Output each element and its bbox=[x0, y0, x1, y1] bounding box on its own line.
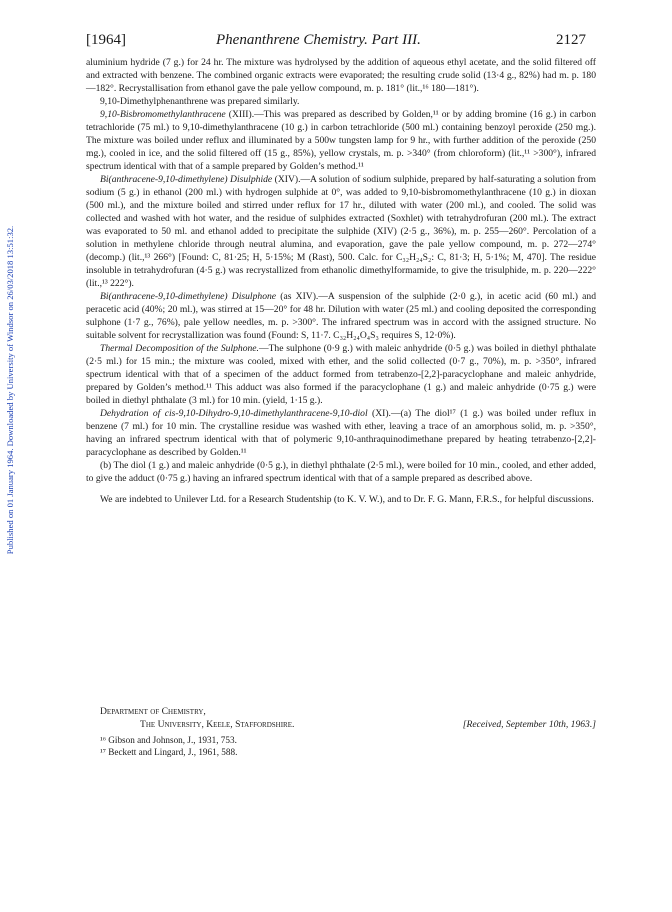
page-number: 2127 bbox=[556, 32, 586, 48]
paragraph: Bi(anthracene-9,10-dimethylene) Disulphide (XIV).—A solution of sodium sulphide, prepared by half-saturating a solution from sodium (5 g.) in ethanol (200 ml.) with hydrogen sulphide at 0°, was added to 9,10-bisbromomethylanthracene (10 g.) in dioxan (500 ml.), and the mixture boiled and stirred under reflux for 17 hr., diluted with water (200 ml.), and cooled. The solid was collected and washed with hot water, and the residue of sulphides extracted (Soxhlet) with tetrahydrofuran (200 ml.). The extract was evaporated to 50 ml. and ethanol added to precipitate the sulphide (XIV) (2·5 g., 36%), m. p. 255—260°. Percolation of a solution in methylene chloride through neutral alumina, and evaporation, gave the pale yellow compound, m. p. 272—274° (decomp.) (lit.,¹³ 266°) [Found: C, 81·25; H, 5·15%; M (Rast), 500. Calc. for C₃₂H₂₄S₂: C, 81·3; H, 5·1%; M, 470]. The residue insoluble in tetrahydrofuran (4·5 g.) was recrystallized from ethanolic dimethylformamide, to give the trisulphide, m. p. 220—222° (lit.,¹³ 222°). bbox=[86, 174, 597, 289]
reference-item: ¹⁶ Gibson and Johnson, J., 1931, 753. bbox=[100, 735, 237, 745]
paragraph: 9,10-Dimethylphenanthrene was prepared similarly. bbox=[100, 96, 300, 107]
paragraph: (b) The diol (1 g.) and maleic anhydride (0·5 g.), in diethyl phthalate (2·5 ml.), were boiled for 10 min., cooled, and ether added, to give the adduct (0·75 g.) having an infrared spectrum identical with that of a sample prepared as described above. bbox=[86, 460, 596, 484]
running-header bbox=[86, 32, 586, 50]
received-date: [Received, September 10th, 1963.] bbox=[462, 719, 596, 730]
section-title: 9,10-Bisbromomethylanthracene bbox=[100, 109, 226, 120]
header-title: Phenanthrene Chemistry. Part III. bbox=[216, 32, 421, 48]
download-sidebar bbox=[2, 150, 18, 630]
paragraph: Bi(anthracene-9,10-dimethylene) Disulphone (as XIV).—A suspension of the sulphide (2·0 g.), in acetic acid (60 ml.) and peracetic acid (40%; 20 ml.), was stirred at 15—20° for 48 hr. Dilution with water (25 ml.) and cooling deposited the corresponding sulphone (1·7 g., 76%), pale yellow needles, m. p. >300°. The infrared spectrum was in accord with the assigned structure. No suitable solvent for recrystallization was found (Found: S, 11·7. C₃₂H₂₄O₄S₃ requires S, 12·0%). bbox=[86, 291, 597, 341]
paragraph: Dehydration of cis-9,10-Dihydro-9,10-dimethylanthracene-9,10-diol (XI).—(a) The diol¹⁷ (1 g.) was boiled under reflux in benzene (7 ml.) for 10 min. The crystalline residue was washed with ether, leaving a trace of an amorphous solid, m. p. >350°, having an infrared spectrum identical with that of polymeric 9,10-anthraquinodimethane prepared by heating tetrabenzo-[2,2]-paracyclophane as described by Golden.¹¹ bbox=[86, 408, 596, 458]
acknowledgement: We are indebted to Unilever Ltd. for a Research Studentship (to K. V. W.), and to Dr. F. G. Mann, F.R.S., for helpful discussions. bbox=[100, 494, 594, 505]
section-title: Thermal Decomposition of the Sulphone. bbox=[100, 343, 259, 354]
paragraph: 9,10-Bisbromomethylanthracene (XIII).—This was prepared as described by Golden,¹¹ or by adding bromine (16 g.) in carbon tetrachloride (75 ml.) to 9,10-dimethylanthracene (10 g.) in carbon tetrachloride (500 ml.) containing benzoyl peroxide (250 mg.). The mixture was boiled under reflux and illuminated by a 500w tungsten lamp for 9 hr., with further addition of the peroxide (250 mg.), cooled in ice, and the solid filtered off (15 g., 85%), yellow crystals, m. p. >340° (from chloroform) (lit.,¹¹ >300°), infrared spectrum identical with that of a sample prepared by Golden’s method.¹¹ bbox=[86, 109, 596, 172]
section-title: Dehydration of cis-9,10-Dihydro-9,10-dimethylanthracene-9,10-diol bbox=[100, 408, 368, 419]
department: Department of Chemistry, bbox=[100, 706, 206, 717]
university: The University, Keele, Staffordshire. bbox=[140, 719, 295, 730]
reference-item: ¹⁷ Beckett and Lingard, J., 1961, 588. bbox=[100, 746, 238, 757]
references bbox=[100, 735, 596, 758]
paragraph: Thermal Decomposition of the Sulphone.—The sulphone (0·9 g.) with maleic anhydride (0·5 g.) was boiled in diethyl phthalate (2·5 ml.) for 15 min.; the mixture was cooled, mixed with ether, and the solid collected (0·7 g., 70%), m. p. >350°, infrared spectrum identical with that of a specimen of the adduct formed from tetrabenzo-[2,2]-paracyclophane and maleic anhydride, prepared by Golden’s method.¹¹ This adduct was also formed if the paracyclophane (1 g.) and maleic anhydride (0·75 g.) were boiled in diethyl phthalate (3 ml.) for 10 min. (yield, 1·15 g.). bbox=[86, 343, 597, 406]
paragraph: aluminium hydride (7 g.) for 24 hr. The mixture was hydrolysed by the addition of aqueous ethyl acetate, and the solid filtered off and extracted with benzene. The combined organic extracts were evaporated; the resulting crude solid (13·4 g., 82%) had m. p. 180—182°. Recrystallisation from ethanol gave the pale yellow compound, m. p. 181° (lit.,¹⁶ 180—181°). bbox=[86, 57, 596, 94]
section-title: Bi(anthracene-9,10-dimethylene) Disulphide bbox=[100, 174, 273, 185]
body-text bbox=[86, 56, 596, 506]
header-year: [1964] bbox=[86, 32, 126, 48]
affiliation bbox=[100, 705, 596, 731]
section-title: Bi(anthracene-9,10-dimethylene) Disulphone bbox=[100, 291, 277, 302]
download-notice[interactable]: Published on 01 January 1964. Downloaded by University of Windsor on 26/03/2018 13:51:32. bbox=[5, 225, 15, 555]
